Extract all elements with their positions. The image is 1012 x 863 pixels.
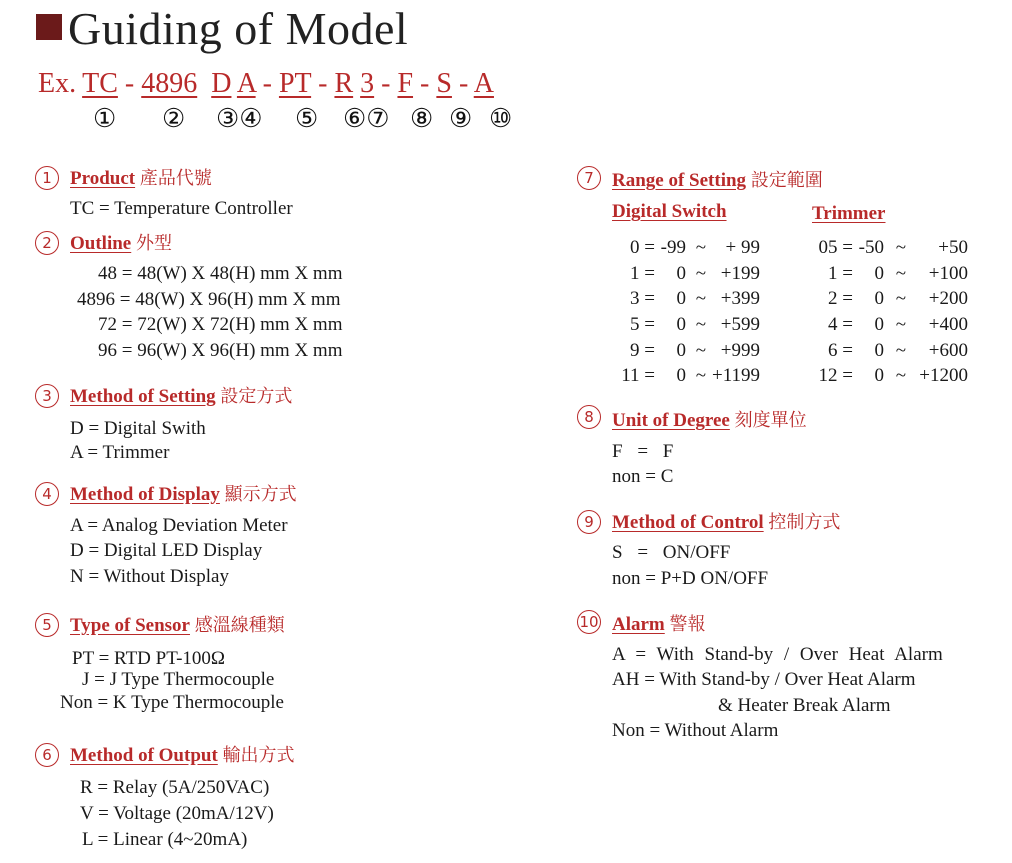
section-1-number-icon: 1 <box>35 166 59 190</box>
control-pd: non = P+D ON/OFF <box>612 568 769 589</box>
section-6-heading <box>70 741 295 767</box>
model-sep: - <box>318 68 328 99</box>
model-sep: - <box>262 68 272 99</box>
section-4-heading <box>70 480 297 506</box>
output-linear: L = Linear (4~20mA) <box>82 829 248 850</box>
digital-cell: ~ <box>695 263 706 284</box>
section-9-heading <box>612 508 840 534</box>
trimmer-cell: +50 <box>938 237 968 258</box>
digital-cell: 11 = <box>621 365 655 386</box>
model-num-8: ⑧ <box>410 104 434 133</box>
trimmer-cell: ~ <box>895 288 906 309</box>
model-sep: - <box>124 68 135 99</box>
section-8-title-zh: 刻度單位 <box>734 410 807 431</box>
display-digital: D = Digital LED Display <box>70 540 263 561</box>
section-5-heading <box>70 611 285 637</box>
trimmer-cell: 0 <box>874 314 884 335</box>
digital-cell: 0 <box>676 314 686 335</box>
section-9-title: Method of Control <box>612 512 764 533</box>
digital-cell: +399 <box>720 288 760 309</box>
section-5-number-icon: 5 <box>35 613 59 637</box>
display-none: N = Without Display <box>70 566 229 587</box>
trimmer-cell: ~ <box>895 314 906 335</box>
section-2-title-zh: 外型 <box>135 233 172 254</box>
sensor-pt: PT = RTD PT-100Ω <box>72 648 226 669</box>
model-part-5: PT <box>278 68 312 99</box>
outline-72: 72 = 72(W) X 72(H) mm X mm <box>98 314 343 335</box>
model-part-10: A <box>473 68 494 99</box>
trimmer-cell: 2 = <box>828 288 853 309</box>
model-num-10: ⑩ <box>489 104 513 133</box>
digital-cell: 9 = <box>630 340 655 361</box>
section-8-heading <box>612 406 807 432</box>
digital-cell: 0 <box>676 340 686 361</box>
trimmer-cell: ~ <box>895 340 906 361</box>
display-analog: A = Analog Deviation Meter <box>70 515 288 536</box>
digital-cell: +199 <box>720 263 760 284</box>
digital-cell: -99 <box>660 237 686 258</box>
trimmer-heading: Trimmer <box>812 203 886 224</box>
trimmer-cell: ~ <box>895 263 906 284</box>
section-7-number-icon: 7 <box>577 166 601 190</box>
outline-96: 96 = 96(W) X 96(H) mm X mm <box>98 340 343 361</box>
section-4-title-zh: 顯示方式 <box>224 484 297 505</box>
model-num-2: ② <box>162 104 186 133</box>
title-square-icon <box>36 14 62 40</box>
sensor-k: Non = K Type Thermocouple <box>60 692 284 713</box>
section-7-title: Range of Setting <box>612 170 747 191</box>
digital-cell: ~ <box>695 365 706 386</box>
section-6-title-zh: 輸出方式 <box>222 745 295 766</box>
model-sep: - <box>420 68 430 99</box>
section-4-number-icon: 4 <box>35 482 59 506</box>
model-part-6: R <box>334 68 354 99</box>
digital-switch-heading: Digital Switch <box>612 201 727 222</box>
digital-cell: 0 <box>676 365 686 386</box>
section-6-title: Method of Output <box>70 745 218 766</box>
trimmer-cell: 05 = <box>818 237 853 258</box>
section-7-heading <box>612 166 823 192</box>
section-8-number-icon: 8 <box>577 405 601 429</box>
section-8-title: Unit of Degree <box>612 410 730 431</box>
trimmer-cell: 0 <box>874 340 884 361</box>
section-10-heading <box>612 610 706 636</box>
section-10-title-zh: 警報 <box>669 614 706 635</box>
trimmer-cell: +200 <box>928 288 968 309</box>
page-title: Guiding of Model <box>68 3 409 54</box>
section-1-heading <box>70 164 212 190</box>
digital-cell: ~ <box>695 288 706 309</box>
model-part-9: S <box>436 68 452 99</box>
trimmer-cell: ~ <box>895 365 906 386</box>
trimmer-cell: ~ <box>895 237 906 258</box>
section-3-title-zh: 設定方式 <box>220 386 293 407</box>
section-2-number-icon: 2 <box>35 231 59 255</box>
section-3-number-icon: 3 <box>35 384 59 408</box>
alarm-ah: AH = With Stand-by / Over Heat Alarm <box>612 669 916 690</box>
digital-cell: + 99 <box>725 237 760 258</box>
trimmer-cell: 1 = <box>828 263 853 284</box>
section-3-heading <box>70 382 292 408</box>
model-part-2: 4896 <box>141 68 198 99</box>
sensor-j: J = J Type Thermocouple <box>82 669 275 690</box>
model-prefix: Ex. <box>38 68 77 99</box>
setting-digital: D = Digital Swith <box>70 418 206 439</box>
section-9-title-zh: 控制方式 <box>768 512 841 533</box>
output-relay: R = Relay (5A/250VAC) <box>80 777 270 798</box>
model-part-7: 3 <box>360 68 375 99</box>
trimmer-cell: -50 <box>858 237 884 258</box>
trimmer-cell: +1200 <box>919 365 968 386</box>
outline-4896: 4896 = 48(W) X 96(H) mm X mm <box>77 289 341 310</box>
section-5-title: Type of Sensor <box>70 615 190 636</box>
digital-cell: 0 <box>676 288 686 309</box>
output-voltage: V = Voltage (20mA/12V) <box>80 803 274 824</box>
section-1-title-zh: 產品代號 <box>139 168 212 189</box>
section-2-title: Outline <box>70 233 132 254</box>
section-9-number-icon: 9 <box>577 510 601 534</box>
trimmer-cell: 0 <box>874 263 884 284</box>
alarm-a: A = With Stand-by / Over Heat Alarm <box>612 644 943 665</box>
model-num-3-4: ③④ <box>216 104 263 133</box>
trimmer-cell: 6 = <box>828 340 853 361</box>
trimmer-cell: 4 = <box>828 314 853 335</box>
trimmer-cell: +600 <box>928 340 968 361</box>
digital-cell: 5 = <box>630 314 655 335</box>
section-7-title-zh: 設定範圍 <box>750 170 823 191</box>
degree-c: non = C <box>612 466 674 487</box>
trimmer-cell: +400 <box>928 314 968 335</box>
section-1-title: Product <box>70 168 136 189</box>
digital-cell: +999 <box>720 340 760 361</box>
section-10-number-icon: 10 <box>577 610 601 634</box>
trimmer-cell: 12 = <box>818 365 853 386</box>
section-10-title: Alarm <box>612 614 665 635</box>
model-part-1: TC <box>82 68 118 99</box>
control-s: S = ON/OFF <box>612 542 731 563</box>
trimmer-cell: +100 <box>928 263 968 284</box>
digital-cell: ~ <box>695 237 706 258</box>
degree-f: F = F <box>612 441 674 462</box>
section-4-title: Method of Display <box>70 484 220 505</box>
digital-cell: +599 <box>720 314 760 335</box>
model-num-6-7: ⑥⑦ <box>343 104 390 133</box>
model-part-8: F <box>397 68 414 99</box>
model-part-4: A <box>236 68 256 99</box>
section-3-title: Method of Setting <box>70 386 216 407</box>
alarm-none: Non = Without Alarm <box>612 720 779 741</box>
model-sep: - <box>381 68 391 99</box>
digital-cell: 0 <box>676 263 686 284</box>
trimmer-cell: 0 <box>874 365 884 386</box>
setting-trimmer: A = Trimmer <box>70 442 170 463</box>
section-6-number-icon: 6 <box>35 743 59 767</box>
digital-cell: +1199 <box>711 365 760 386</box>
outline-48: 48 = 48(W) X 48(H) mm X mm <box>98 263 343 284</box>
section-2-heading <box>70 229 172 255</box>
model-num-9: ⑨ <box>449 104 473 133</box>
model-part-3: D <box>211 68 232 99</box>
model-num-1: ① <box>93 104 117 133</box>
trimmer-cell: 0 <box>874 288 884 309</box>
model-sep: - <box>458 68 469 99</box>
model-num-5: ⑤ <box>295 104 319 133</box>
digital-cell: 3 = <box>630 288 655 309</box>
digital-cell: ~ <box>695 340 706 361</box>
section-5-title-zh: 感溫線種類 <box>194 615 285 636</box>
digital-cell: ~ <box>695 314 706 335</box>
alarm-ah-heater: & Heater Break Alarm <box>718 695 891 716</box>
model-example <box>38 68 494 100</box>
product-tc: TC = Temperature Controller <box>70 198 293 219</box>
digital-cell: 0 = <box>630 237 655 258</box>
digital-cell: 1 = <box>630 263 655 284</box>
